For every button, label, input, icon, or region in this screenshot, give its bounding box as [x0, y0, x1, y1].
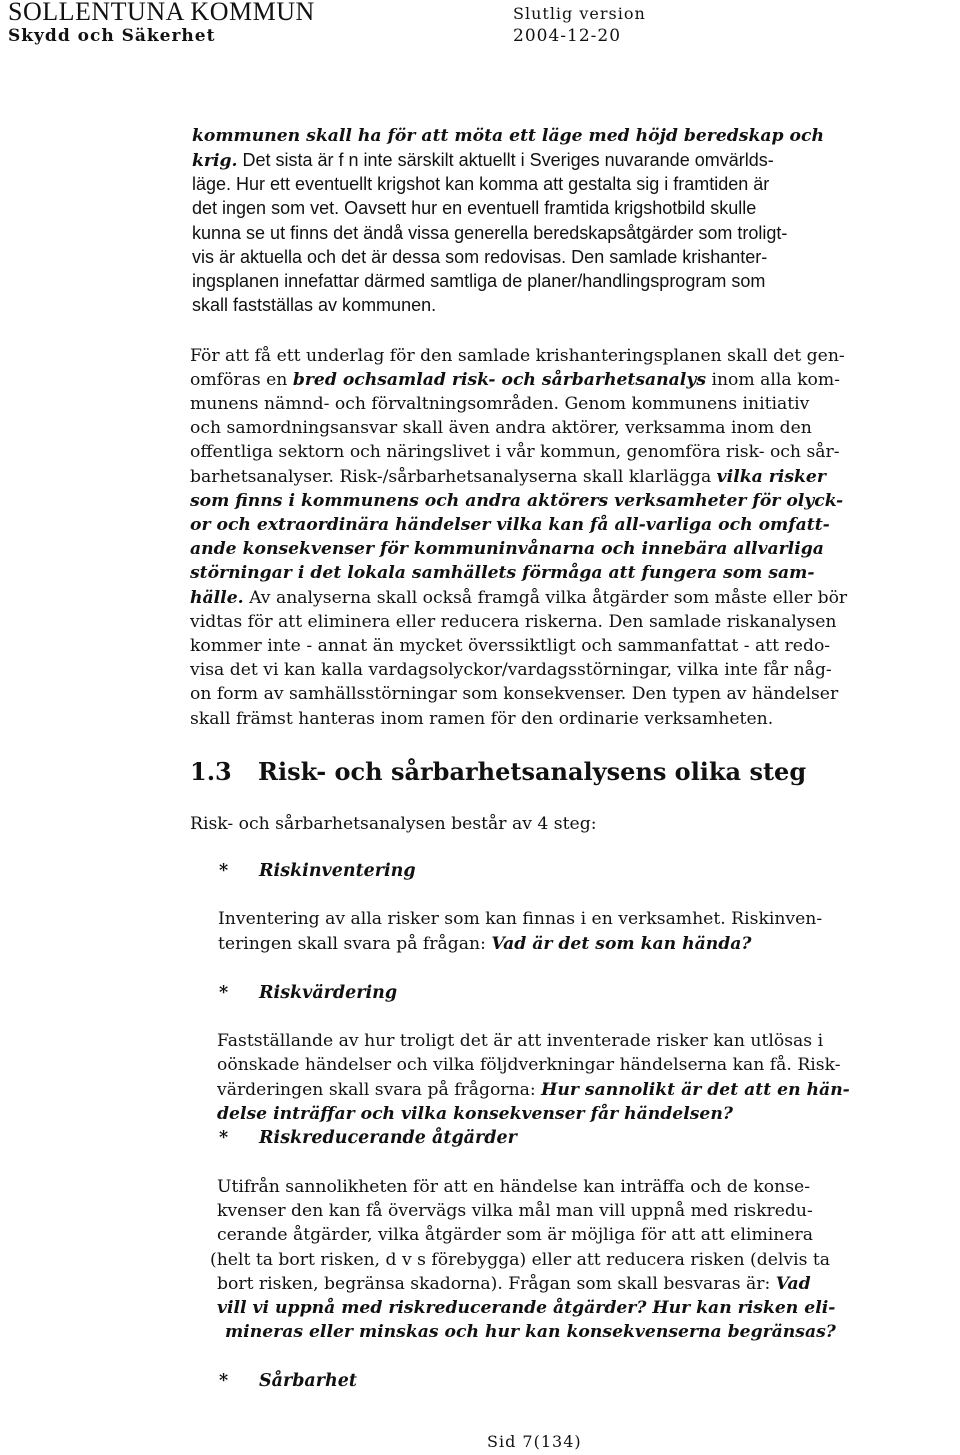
step-text [217, 1272, 811, 1296]
p2-emph: hälle. [190, 588, 244, 608]
step-text: Fastställande av hur troligt det är att inventerade risker kan utlösas i [217, 1031, 824, 1051]
p2-text: inom alla kom- [706, 370, 840, 390]
p1-line: vis är aktuella och det är dessa som redovisas. Den samlade krishanter- [192, 247, 768, 267]
step-text: cerande åtgärder, vilka åtgärder som är möjliga för att att eliminera [217, 1225, 813, 1245]
step-heading [219, 859, 416, 883]
step-question: vill vi uppnå med riskreducerande åtgärder? Hur kan risken eli- [217, 1298, 836, 1318]
section-number: 1.3 [190, 757, 232, 786]
step-title: Riskvärdering [259, 983, 398, 1003]
p2-line: or och extraordinära händelser vilka kan få all-varliga och omfatt- [190, 515, 830, 535]
p2-line: För att få ett underlag för den samlade krishanteringsplanen skall det gen- [190, 346, 845, 366]
step-text: kvenser den kan få övervägs vilka mål man vill uppnå med riskredu- [217, 1201, 813, 1221]
p1-line: det ingen som vet. Oavsett hur en eventuell framtida krigshotbild skulle [192, 198, 757, 218]
p1-line: ingsplanen innefattar därmed samtliga de planer/handlingsprogram som [192, 271, 766, 291]
step-heading [219, 981, 397, 1005]
step-text: oönskade händelser och vilka följdverkningar händelserna kan få. Risk- [217, 1055, 841, 1075]
p1-line: kommunen skall ha för att möta ett läge med höjd beredskap och [192, 126, 824, 146]
p2-emph: bred ochsamlad risk- och sårbarhetsanalys [292, 370, 707, 390]
p2-line: offentliga sektorn och näringslivet i vår kommun, genomföra risk- och sår- [190, 442, 840, 462]
step-heading [219, 1369, 357, 1393]
p2-line: ande konsekvenser för kommuninvånarna och innebära allvarliga [190, 539, 824, 559]
bullet-star: * [219, 861, 229, 881]
step-question: Vad är det som kan hända? [491, 934, 752, 954]
step-text [217, 1078, 850, 1102]
p2-emph: vilka risker [716, 467, 826, 487]
department-name: Skydd och Säkerhet [8, 26, 216, 46]
p2-line: kommer inte - annat än mycket överssiktligt och sammanfattat - att redo- [190, 636, 831, 656]
step-title: Riskinventering [259, 861, 416, 881]
step-title: Sårbarhet [259, 1371, 357, 1391]
section-heading [190, 757, 806, 786]
bullet-star: * [219, 1128, 229, 1148]
bullet-star: * [219, 1371, 229, 1391]
p1-line: skall fastställas av kommunen. [192, 295, 437, 315]
p2-line: skall främst hanteras inom ramen för den ordinarie verksamheten. [190, 709, 774, 729]
step-text [218, 932, 751, 956]
p2-line [190, 586, 847, 610]
p2-text: omföras en [190, 370, 293, 390]
step-title: Riskreducerande åtgärder [259, 1128, 517, 1148]
step-text-part: bort risken, begränsa skadorna). Frågan som skall besvaras är: [217, 1274, 776, 1294]
step-question: delse inträffar och vilka konsekvenser får händelsen? [217, 1104, 733, 1124]
page-number: Sid 7(134) [487, 1432, 582, 1451]
p2-line [190, 368, 840, 392]
p2-line [190, 465, 826, 489]
step-text: Utifrån sannolikheten för att en händelse kan inträffa och de konse- [217, 1177, 811, 1197]
section-title: Risk- och sårbarhetsanalysens olika steg [258, 757, 807, 786]
p2-line: vidtas för att eliminera eller reducera riskerna. Den samlade riskanalysen [190, 612, 837, 632]
p2-text: barhetsanalyser. Risk-/sårbarhetsanalyserna skall klarlägga [190, 467, 717, 487]
p2-line: störningar i det lokala samhällets förmåga att fungera som sam- [190, 563, 815, 583]
p1-line: kunna se ut finns det ändå vissa generella beredskapsåtgärder som troligt- [192, 223, 788, 243]
p2-line: on form av samhällsstörningar som konsekvenser. Den typen av händelser [190, 684, 839, 704]
section-intro: Risk- och sårbarhetsanalysen består av 4 steg: [190, 814, 597, 834]
p2-line: munens nämnd- och förvaltningsområden. Genom kommunens initiativ [190, 394, 810, 414]
p2-line: och samordningsansvar skall även andra aktörer, verksamma inom den [190, 418, 812, 438]
p1-line: läge. Hur ett eventuellt krigshot kan komma att gestalta sig i framtiden är [192, 174, 770, 194]
organization-name: SOLLENTUNA KOMMUN [8, 0, 315, 26]
step-question: Vad [775, 1274, 811, 1294]
p2-line: visa det vi kan kalla vardagsolyckor/vardagsstörningar, vilka inte får någ- [190, 660, 832, 680]
p1-text: Det sista är f n inte särskilt aktuellt i Sveriges nuvarande omvärlds- [237, 150, 774, 170]
p2-line: som finns i kommunens och andra aktörers verksamheter för olyck- [190, 491, 844, 511]
step-question: Hur sannolikt är det att en hän- [541, 1080, 850, 1100]
document-header-left [8, 0, 315, 48]
step-text: (helt ta bort risken, d v s förebygga) eller att reducera risken (delvis ta [210, 1250, 831, 1270]
p2-text: Av analyserna skall också framgå vilka åtgärder som måste eller bör [243, 588, 848, 608]
document-date: 2004-12-20 [513, 26, 622, 46]
step-text: Inventering av alla risker som kan finnas i en verksamhet. Riskinven- [218, 909, 823, 929]
step-text-part: teringen skall svara på frågan: [218, 934, 492, 954]
step-question: mineras eller minskas och hur kan konsekvenserna begränsas? [225, 1322, 836, 1342]
step-heading [219, 1126, 517, 1150]
step-text-part: värderingen skall svara på frågorna: [217, 1080, 542, 1100]
p1-line [192, 148, 774, 173]
bullet-star: * [219, 983, 229, 1003]
document-header-right [513, 0, 646, 48]
p1-emph: krig. [192, 151, 238, 171]
version-label: Slutlig version [513, 4, 646, 23]
